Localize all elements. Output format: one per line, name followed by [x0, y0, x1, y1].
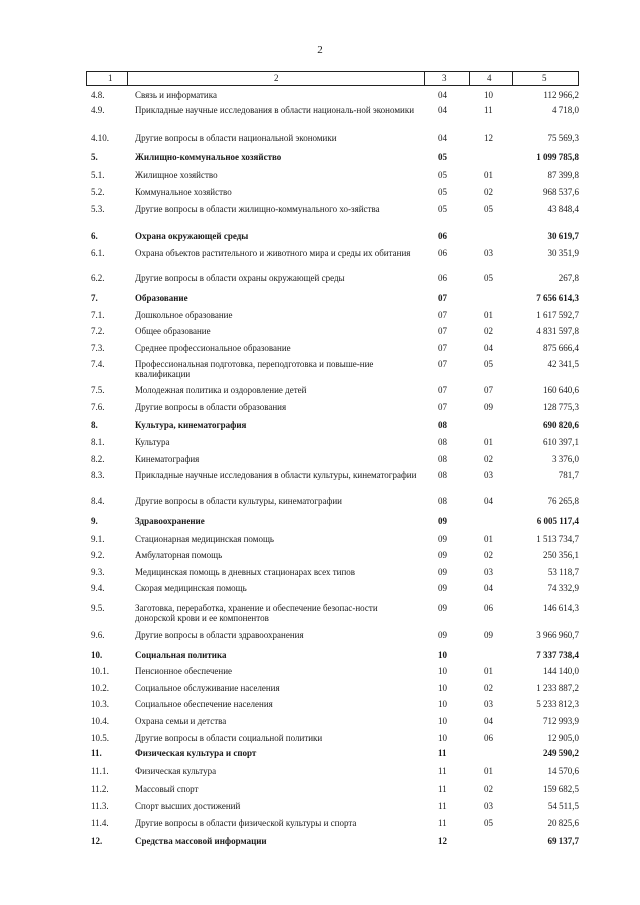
- row-name: Спорт высших достижений: [135, 801, 241, 811]
- row-name: Культура, кинематография: [135, 420, 247, 430]
- row-section-code: 07: [438, 385, 447, 395]
- row-section-code: 09: [438, 534, 447, 544]
- row-name: Другие вопросы в области национальной экономики: [135, 133, 337, 143]
- row-number: 5.3.: [91, 204, 105, 214]
- row-amount: 610 397,1: [543, 437, 579, 447]
- row-section-code: 05: [438, 152, 447, 162]
- row-number: 7.3.: [91, 343, 105, 353]
- row-amount: 690 820,6: [543, 420, 579, 430]
- row-amount: 250 356,1: [543, 550, 579, 560]
- row-subsection-code: 07: [484, 385, 493, 395]
- row-name: Социальное обеспечение населения: [135, 699, 273, 709]
- row-number: 8.2.: [91, 454, 105, 464]
- row-section-code: 07: [438, 359, 447, 369]
- row-number: 7.2.: [91, 326, 105, 336]
- row-name: Общее образование: [135, 326, 211, 336]
- row-number: 9.1.: [91, 534, 105, 544]
- row-section-code: 04: [438, 90, 447, 100]
- row-section-code: 08: [438, 470, 447, 480]
- row-subsection-code: 06: [484, 733, 493, 743]
- row-amount: 87 399,8: [547, 170, 579, 180]
- row-section-code: 11: [438, 784, 447, 794]
- row-subsection-code: 01: [484, 534, 493, 544]
- row-amount: 267,8: [558, 273, 579, 283]
- row-name: Скорая медицинская помощь: [135, 583, 247, 593]
- row-subsection-code: 01: [484, 170, 493, 180]
- row-section-code: 11: [438, 766, 447, 776]
- row-number: 8.4.: [91, 496, 105, 506]
- row-subsection-code: 03: [484, 801, 493, 811]
- row-name: Дошкольное образование: [135, 310, 233, 320]
- row-name: Кинематография: [135, 454, 200, 464]
- row-number: 9.5.: [91, 603, 105, 613]
- row-number: 8.3.: [91, 470, 105, 480]
- row-subsection-code: 04: [484, 716, 493, 726]
- row-number: 7.1.: [91, 310, 105, 320]
- row-amount: 53 118,7: [547, 567, 579, 577]
- row-section-code: 09: [438, 567, 447, 577]
- row-section-code: 06: [438, 248, 447, 258]
- row-subsection-code: 01: [484, 437, 493, 447]
- row-section-code: 09: [438, 516, 447, 526]
- row-amount: 30 619,7: [547, 231, 579, 241]
- row-subsection-code: 05: [484, 359, 493, 369]
- row-section-code: 10: [438, 699, 447, 709]
- row-name: Медицинская помощь в дневных стационарах всех типов: [135, 567, 356, 577]
- row-subsection-code: 11: [484, 105, 493, 115]
- row-number: 9.3.: [91, 567, 105, 577]
- row-number: 7.4.: [91, 359, 105, 369]
- row-number: 10.4.: [91, 716, 109, 726]
- row-section-code: 07: [438, 326, 447, 336]
- row-subsection-code: 02: [484, 454, 493, 464]
- row-subsection-code: 01: [484, 310, 493, 320]
- row-number: 6.1.: [91, 248, 105, 258]
- row-name: Физическая культура: [135, 766, 217, 776]
- row-section-code: 11: [438, 748, 447, 758]
- row-number: 11.1.: [91, 766, 109, 776]
- row-subsection-code: 02: [484, 187, 493, 197]
- row-name: Другие вопросы в области жилищно-коммунального хо-зяйства: [135, 204, 380, 214]
- row-subsection-code: 03: [484, 470, 493, 480]
- row-section-code: 06: [438, 231, 447, 241]
- row-subsection-code: 04: [484, 496, 493, 506]
- row-section-code: 04: [438, 133, 447, 143]
- row-number: 12.: [91, 836, 103, 846]
- row-subsection-code: 04: [484, 343, 493, 353]
- row-section-code: 08: [438, 496, 447, 506]
- row-number: 11.4.: [91, 818, 109, 828]
- row-amount: 1 617 592,7: [536, 310, 579, 320]
- row-number: 7.6.: [91, 402, 105, 412]
- row-section-code: 09: [438, 550, 447, 560]
- table-header-row: [86, 71, 579, 86]
- row-name: Образование: [135, 293, 188, 303]
- row-amount: 54 511,5: [547, 801, 579, 811]
- row-subsection-code: 01: [484, 766, 493, 776]
- row-amount: 30 351,9: [547, 248, 579, 258]
- row-subsection-code: 05: [484, 204, 493, 214]
- row-name: Социальная политика: [135, 650, 227, 660]
- row-amount: 42 341,5: [547, 359, 579, 369]
- row-section-code: 09: [438, 603, 447, 613]
- row-subsection-code: 03: [484, 699, 493, 709]
- row-section-code: 05: [438, 170, 447, 180]
- row-number: 8.: [91, 420, 98, 430]
- row-subsection-code: 12: [484, 133, 493, 143]
- row-amount: 20 825,6: [547, 818, 579, 828]
- row-number: 10.5.: [91, 733, 109, 743]
- row-amount: 6 005 117,4: [536, 516, 579, 526]
- row-subsection-code: 02: [484, 550, 493, 560]
- row-number: 7.: [91, 293, 98, 303]
- row-name: Социальное обслуживание населения: [135, 683, 280, 693]
- row-section-code: 10: [438, 733, 447, 743]
- header-col-5: 5: [542, 73, 547, 83]
- row-subsection-code: 05: [484, 818, 493, 828]
- row-amount: 12 905,0: [547, 733, 579, 743]
- row-amount: 7 656 614,3: [536, 293, 579, 303]
- header-col-4: 4: [487, 73, 492, 83]
- row-number: 4.9.: [91, 105, 105, 115]
- row-subsection-code: 10: [484, 90, 493, 100]
- row-amount: 781,7: [558, 470, 579, 480]
- row-name: Другие вопросы в области социальной политики: [135, 733, 323, 743]
- row-number: 11.2.: [91, 784, 109, 794]
- row-amount: 7 337 738,4: [536, 650, 579, 660]
- row-name: Другие вопросы в области культуры, кинематографии: [135, 496, 342, 506]
- row-number: 6.2.: [91, 273, 105, 283]
- row-name: Прикладные научные исследования в области культуры, кинематографии: [135, 470, 417, 480]
- row-name: Средства массовой информации: [135, 836, 267, 846]
- row-number: 4.8.: [91, 90, 105, 100]
- row-subsection-code: 03: [484, 567, 493, 577]
- row-number: 9.: [91, 516, 98, 526]
- row-name: Другие вопросы в области охраны окружающей среды: [135, 273, 345, 283]
- row-amount: 1 513 734,7: [536, 534, 579, 544]
- row-section-code: 12: [438, 836, 447, 846]
- row-amount: 160 640,6: [543, 385, 579, 395]
- row-amount: 74 332,9: [547, 583, 579, 593]
- row-name: Другие вопросы в области здравоохранения: [135, 630, 304, 640]
- row-name: Амбулаторная помощь: [135, 550, 223, 560]
- row-amount: 3 376,0: [552, 454, 579, 464]
- row-number: 6.: [91, 231, 98, 241]
- row-amount: 968 537,6: [543, 187, 579, 197]
- row-section-code: 06: [438, 273, 447, 283]
- header-col-2: 2: [274, 73, 279, 83]
- row-section-code: 08: [438, 437, 447, 447]
- row-section-code: 10: [438, 650, 447, 660]
- row-subsection-code: 03: [484, 248, 493, 258]
- row-amount: 69 137,7: [547, 836, 579, 846]
- row-amount: 249 590,2: [543, 748, 579, 758]
- row-number: 5.: [91, 152, 98, 162]
- row-section-code: 07: [438, 310, 447, 320]
- row-name: Пенсионное обеспечение: [135, 666, 233, 676]
- row-amount: 1 233 887,2: [536, 683, 579, 693]
- row-amount: 43 848,4: [547, 204, 579, 214]
- row-amount: 5 233 812,3: [536, 699, 579, 709]
- row-amount: 76 265,8: [547, 496, 579, 506]
- row-name: Охрана семьи и детства: [135, 716, 227, 726]
- row-amount: 712 993,9: [543, 716, 579, 726]
- row-amount: 4 718,0: [552, 105, 579, 115]
- row-number: 10.2.: [91, 683, 109, 693]
- row-amount: 875 666,4: [543, 343, 579, 353]
- row-number: 8.1.: [91, 437, 105, 447]
- row-number: 9.4.: [91, 583, 105, 593]
- row-number: 5.2.: [91, 187, 105, 197]
- row-amount: 75 569,3: [547, 133, 579, 143]
- row-number: 9.6.: [91, 630, 105, 640]
- row-number: 9.2.: [91, 550, 105, 560]
- row-subsection-code: 05: [484, 273, 493, 283]
- row-name: Молодежная политика и оздоровление детей: [135, 385, 307, 395]
- row-subsection-code: 09: [484, 630, 493, 640]
- row-number: 10.: [91, 650, 103, 660]
- row-amount: 128 775,3: [543, 402, 579, 412]
- row-section-code: 10: [438, 666, 447, 676]
- header-col-3: 3: [442, 73, 447, 83]
- row-name: Связь и информатика: [135, 90, 217, 100]
- row-amount: 4 831 597,8: [536, 326, 579, 336]
- row-name: Среднее профессиональное образование: [135, 343, 291, 353]
- row-section-code: 07: [438, 343, 447, 353]
- row-section-code: 05: [438, 187, 447, 197]
- row-number: 11.3.: [91, 801, 109, 811]
- page-number: 2: [317, 44, 323, 56]
- row-subsection-code: 09: [484, 402, 493, 412]
- row-section-code: 09: [438, 583, 447, 593]
- row-name: Физическая культура и спорт: [135, 748, 257, 758]
- row-amount: 159 682,5: [543, 784, 579, 794]
- row-section-code: 07: [438, 293, 447, 303]
- row-section-code: 05: [438, 204, 447, 214]
- row-subsection-code: 02: [484, 326, 493, 336]
- row-name: Профессиональная подготовка, переподготовка и повыше-ние квалификации: [135, 359, 374, 379]
- row-number: 5.1.: [91, 170, 105, 180]
- row-amount: 3 966 960,7: [536, 630, 579, 640]
- row-amount: 144 140,0: [543, 666, 579, 676]
- row-name: Культура: [135, 437, 170, 447]
- row-name: Охрана объектов растительного и животного мира и среды их обитания: [135, 248, 411, 258]
- row-amount: 146 614,3: [543, 603, 579, 613]
- row-amount: 1 099 785,8: [536, 152, 579, 162]
- row-section-code: 04: [438, 105, 447, 115]
- row-name: Прикладные научные исследования в области националь-ной экономики: [135, 105, 415, 115]
- row-name: Здравоохранение: [135, 516, 205, 526]
- row-number: 7.5.: [91, 385, 105, 395]
- row-name: Охрана окружающей среды: [135, 231, 249, 241]
- row-name: Коммунальное хозяйство: [135, 187, 232, 197]
- row-name: Массовый спорт: [135, 784, 199, 794]
- row-section-code: 11: [438, 801, 447, 811]
- row-subsection-code: 01: [484, 666, 493, 676]
- row-number: 11.: [91, 748, 102, 758]
- row-subsection-code: 06: [484, 603, 493, 613]
- row-section-code: 10: [438, 716, 447, 726]
- row-number: 10.1.: [91, 666, 109, 676]
- row-section-code: 10: [438, 683, 447, 693]
- row-amount: 14 570,6: [547, 766, 579, 776]
- row-subsection-code: 02: [484, 683, 493, 693]
- row-name: Стационарная медицинская помощь: [135, 534, 274, 544]
- row-name: Жилищно-коммунальное хозяйство: [135, 152, 282, 162]
- header-col-1: 1: [108, 73, 113, 83]
- row-subsection-code: 04: [484, 583, 493, 593]
- row-name: Другие вопросы в области образования: [135, 402, 287, 412]
- row-section-code: 08: [438, 454, 447, 464]
- row-subsection-code: 02: [484, 784, 493, 794]
- row-section-code: 09: [438, 630, 447, 640]
- row-name: Заготовка, переработка, хранение и обеспечение безопас-ности донорской крови и ее компонентов: [135, 603, 378, 623]
- row-name: Другие вопросы в области физической культуры и спорта: [135, 818, 357, 828]
- row-section-code: 11: [438, 818, 447, 828]
- row-amount: 112 966,2: [543, 90, 579, 100]
- row-number: 4.10.: [91, 133, 109, 143]
- row-section-code: 08: [438, 420, 447, 430]
- row-name: Жилищное хозяйство: [135, 170, 218, 180]
- row-section-code: 07: [438, 402, 447, 412]
- row-number: 10.3.: [91, 699, 109, 709]
